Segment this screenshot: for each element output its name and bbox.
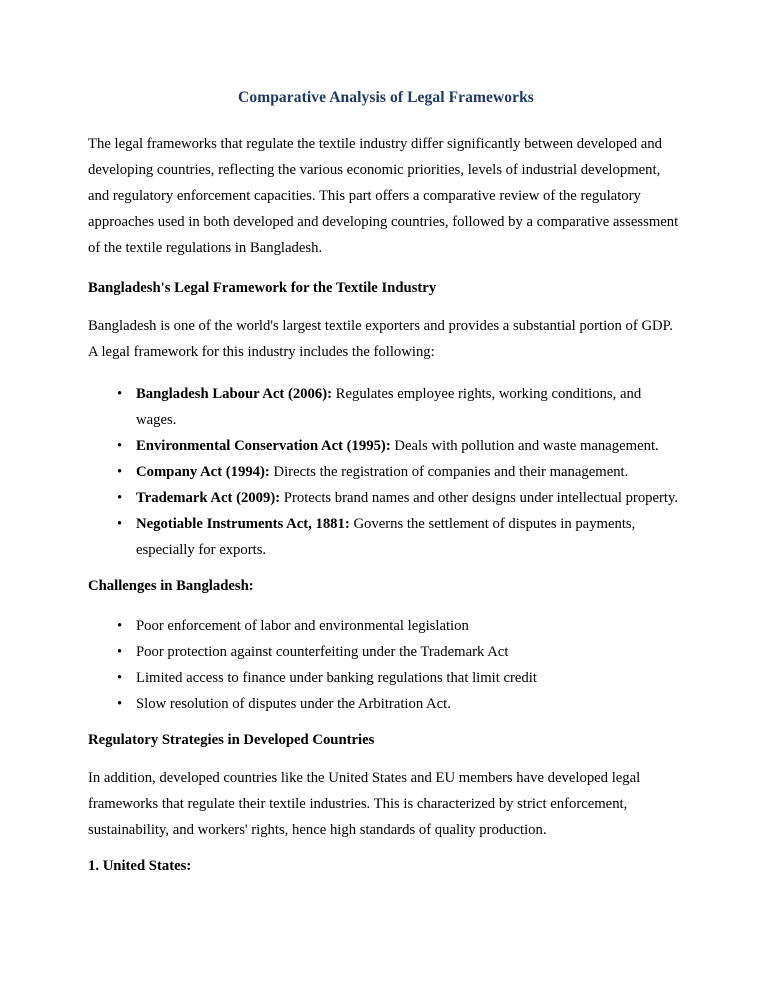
spacer (88, 109, 684, 131)
list-item (88, 639, 684, 665)
bullet-icon: • (117, 385, 123, 402)
bullet-icon: • (117, 669, 123, 686)
list-item (88, 459, 684, 485)
list-item (88, 665, 684, 691)
list-item-text: Slow resolution of disputes under the Arbitration Act. (136, 695, 451, 712)
list-item (88, 691, 684, 717)
list-item-term: Bangladesh Labour Act (2006): (136, 385, 332, 402)
list-item-text: Protects brand names and other designs under intellectual property. (280, 489, 679, 506)
page-title: Comparative Analysis of Legal Frameworks (238, 89, 534, 106)
bullet-icon: • (117, 463, 123, 480)
list-item-term: Trademark Act (2009): (136, 489, 281, 506)
spacer (88, 717, 684, 727)
bullet-list-legal-framework (88, 381, 684, 563)
list-item-text: Regulates employee rights, working conditions, and wages. (136, 385, 642, 428)
list-item (88, 613, 684, 639)
bullet-icon: • (117, 489, 123, 506)
section-paragraph-regulatory-strategies: In addition, developed countries like the United States and EU members have developed legal frameworks that regulate their textile industries. This is characterized by strict enforcement, sustainability, and workers' rights, hence high standards of quality production. (88, 769, 641, 838)
list-item-term: Environmental Conservation Act (1995): (136, 437, 391, 454)
intro-paragraph: The legal frameworks that regulate the textile industry differ significantly between developed and developing countries, reflecting the various economic priorities, levels of industrial development, and regulatory enforcement capacities. This part offers a comparative review of the regulatory approaches used in both developed and developing countries, followed by a comparative assessment of the textile regulations in Bangladesh. (88, 135, 679, 256)
section-heading-regulatory-strategies: Regulatory Strategies in Developed Countries (88, 731, 375, 748)
list-item-text: Poor enforcement of labor and environmental legislation (136, 617, 469, 634)
spacer (88, 365, 684, 381)
subheading-united-states: 1. United States: (88, 857, 192, 874)
spacer (88, 599, 684, 613)
list-item (88, 433, 684, 459)
bullet-icon: • (117, 437, 123, 454)
list-item-term: Company Act (1994): (136, 463, 270, 480)
bullet-icon: • (117, 617, 123, 634)
spacer (88, 753, 684, 765)
section-heading-bangladesh-framework: Bangladesh's Legal Framework for the Textile Industry (88, 279, 437, 296)
document-content (88, 0, 684, 879)
list-item (88, 485, 684, 511)
list-item (88, 511, 684, 563)
section-paragraph-bangladesh-framework: Bangladesh is one of the world's largest textile exporters and provides a substantial portion of GDP. A legal framework for this industry includes the following: (88, 317, 673, 360)
list-item-text: Governs the settlement of disputes in payments, especially for exports. (136, 515, 636, 558)
spacer (88, 563, 684, 573)
spacer (88, 301, 684, 313)
list-item-text: Limited access to finance under banking regulations that limit credit (136, 669, 537, 686)
bullet-icon: • (117, 695, 123, 712)
list-item-text: Deals with pollution and waste management. (390, 437, 659, 454)
list-item-term: Negotiable Instruments Act, 1881: (136, 515, 350, 532)
list-item-text: Poor protection against counterfeiting under the Trademark Act (136, 643, 509, 660)
spacer (88, 261, 684, 275)
section-heading-challenges: Challenges in Bangladesh: (88, 577, 254, 594)
bullet-icon: • (117, 643, 123, 660)
bullet-icon: • (117, 515, 123, 532)
list-item-text: Directs the registration of companies and their management. (269, 463, 629, 480)
spacer (88, 843, 684, 853)
list-item (88, 381, 684, 433)
bullet-list-challenges (88, 613, 684, 717)
